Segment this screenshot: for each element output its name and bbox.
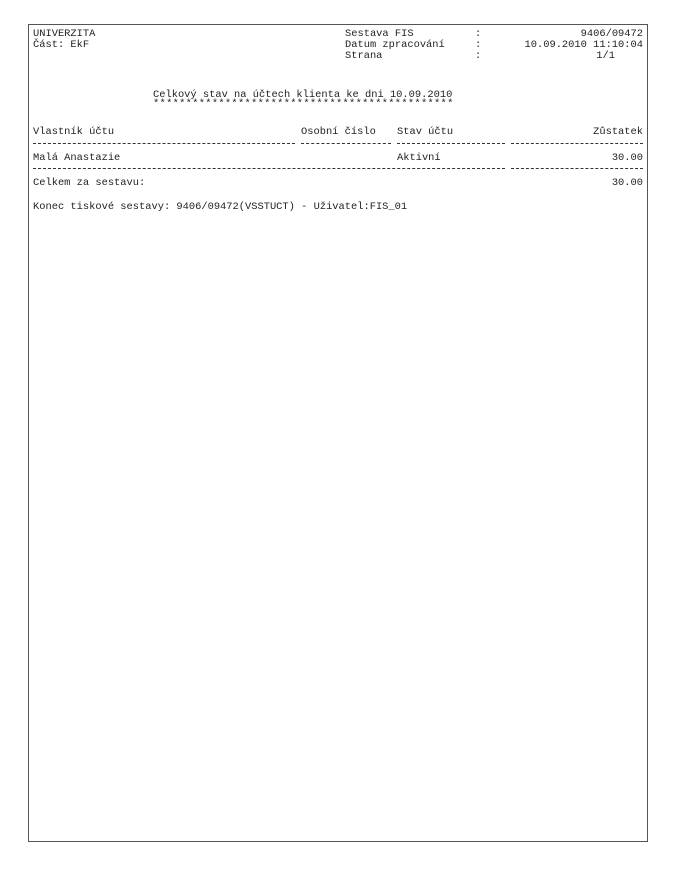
meta-page-sep: : <box>475 50 482 62</box>
total-label: Celkem za sestavu: <box>33 177 146 189</box>
row-status: Aktivní <box>397 152 441 164</box>
meta-date-sep: : <box>475 39 482 51</box>
meta-page-label: Strana <box>345 50 383 62</box>
org-part: Část: EkF <box>33 39 90 51</box>
meta-report-label: Sestava FIS <box>345 28 414 40</box>
total-rule-main <box>33 168 505 169</box>
org-name: UNIVERZITA <box>33 28 96 40</box>
row-owner: Malá Anastazie <box>33 152 121 164</box>
header-rule-balance <box>511 143 643 144</box>
row-balance: 30.00 <box>611 152 643 164</box>
meta-date-label: Datum zpracování <box>345 39 445 51</box>
report-footer: Konec tiskové sestavy: 9406/09472(VSSTUCT) - Uživatel:FIS_01 <box>33 201 408 213</box>
header-rule-owner <box>33 143 295 144</box>
total-value: 30.00 <box>611 177 643 189</box>
col-personal-no-header: Osobní číslo <box>301 126 376 138</box>
col-status-header: Stav účtu <box>397 126 454 138</box>
report-title: Celkový stav na účtech klienta ke dni 10.09.2010 <box>153 89 453 101</box>
meta-report-value: 9406/09472 <box>580 28 643 40</box>
meta-report-sep: : <box>475 28 482 40</box>
meta-date-value: 10.09.2010 11:10:04 <box>524 39 643 51</box>
total-rule-balance <box>511 168 643 169</box>
report-page <box>28 24 648 842</box>
meta-page-value: 1/1 <box>596 50 615 62</box>
header-rule-status <box>397 143 505 144</box>
col-owner-header: Vlastník účtu <box>33 126 115 138</box>
header-rule-personal <box>301 143 391 144</box>
col-balance-header: Zůstatek <box>593 126 643 138</box>
report-title-underline: ********************************************** <box>153 98 454 110</box>
